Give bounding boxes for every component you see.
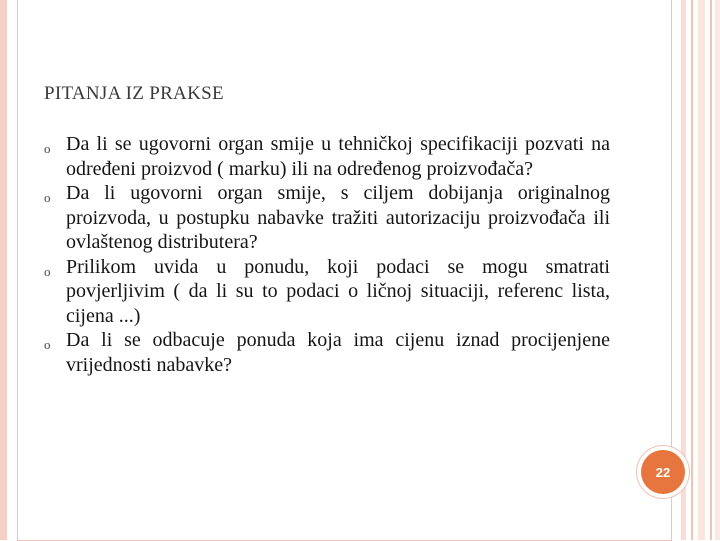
bullet-icon: o [44, 337, 51, 352]
page-number: 22 [655, 464, 671, 480]
list-item [44, 328, 610, 377]
bullet-icon: o [44, 141, 51, 156]
question-list [44, 132, 610, 377]
left-border-decoration [0, 0, 7, 540]
list-item [44, 255, 610, 329]
bullet-icon: o [44, 263, 51, 279]
question-text: Da li se ugovorni organ smije u tehničkoj specifikaciji pozvati na određeni proizvod ( marku) ili na određenog proizvođača? [66, 133, 610, 180]
bullet-icon: o [44, 190, 51, 205]
question-text: Prilikom uvida u ponudu, koji podaci se mogu smatrati povjerljivim ( da li su to podaci o ličnoj situaciji, referenc lista, cijena ...) [66, 255, 610, 327]
list-item [44, 181, 610, 255]
right-border-stripe [715, 0, 720, 540]
slide-title: PITANJA IZ PRAKSE [44, 83, 224, 104]
list-item [44, 132, 610, 181]
question-text: Da li ugovorni organ smije, s ciljem dobijanja originalnog proizvoda, u postupku nabavke tražiti autorizaciju proizvođača ili ovlaštenog distributera? [66, 182, 610, 253]
right-border-stripe [681, 0, 686, 540]
right-border-line [710, 0, 712, 540]
question-text: Da li se odbacuje ponuda koja ima cijenu iznad procijenjene vrijednosti nabavke? [66, 329, 610, 376]
page-number-badge [641, 450, 685, 494]
right-border-stripe [698, 0, 705, 540]
right-border-line [691, 0, 693, 540]
